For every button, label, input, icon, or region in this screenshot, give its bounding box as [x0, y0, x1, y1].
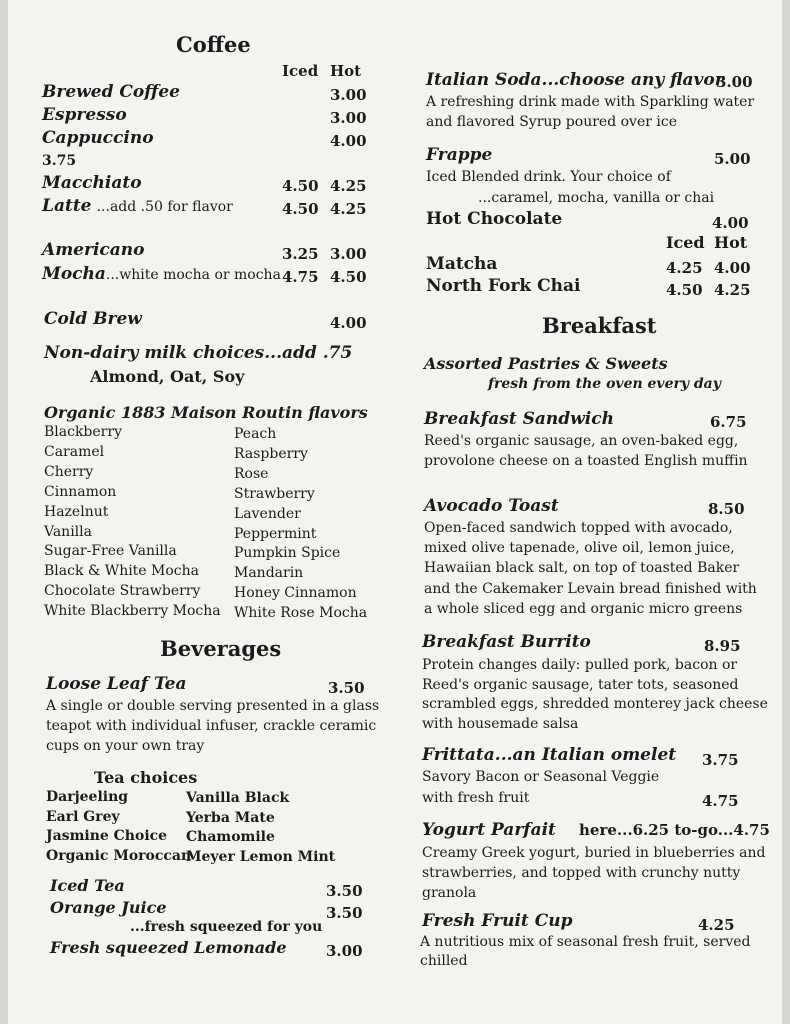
parfait-name: Yogurt Parfait — [422, 820, 556, 840]
flavor-item: Hazelnut — [44, 503, 109, 520]
flavor-item: Honey Cinnamon — [234, 585, 357, 602]
fruit-cup-desc: A nutritious mix of seasonal fresh fruit, served chilled — [420, 934, 751, 969]
frittata-price-1: 3.75 — [702, 751, 739, 769]
fruit-cup-price: 4.25 — [698, 916, 735, 934]
brewed-coffee-hot: 3.00 — [330, 86, 367, 104]
tea-right-list — [186, 789, 335, 867]
mocha-hot: 4.50 — [330, 268, 367, 286]
right-col-hot-label: Hot — [714, 233, 748, 252]
burrito-price: 8.95 — [704, 637, 741, 655]
burrito-desc: Protein changes daily: pulled pork, bacon or Reed's organic sausage, tater tots, seasoned scrambled eggs, shredded monterey jack cheese with housemade salsa — [422, 657, 768, 732]
frappe-price: 5.00 — [714, 150, 751, 168]
orange-juice-price: 3.50 — [326, 904, 363, 922]
burrito-name: Breakfast Burrito — [422, 632, 591, 652]
americano-hot: 3.00 — [330, 245, 367, 263]
chai-hot: 4.25 — [714, 281, 751, 299]
pastries-name: Assorted Pastries & Sweets — [424, 354, 668, 373]
pastries-note: fresh from the oven every day — [488, 376, 721, 392]
italian-soda-name: Italian Soda...choose any flavor — [426, 70, 724, 90]
matcha-iced: 4.25 — [666, 259, 703, 277]
latte-row — [42, 196, 233, 216]
flavor-item: Lavender — [234, 505, 301, 522]
tea-item: Vanilla Black — [186, 790, 290, 806]
orange-juice-name: Orange Juice — [50, 898, 167, 917]
mocha-note: ...white mocha or mocha — [105, 267, 281, 283]
flavor-item: Vanilla — [44, 523, 92, 540]
col-hot-label: Hot — [330, 62, 362, 80]
frittata-price-2: 4.75 — [702, 792, 739, 810]
flavor-item: White Rose Mocha — [234, 605, 368, 622]
tea-item: Chamomile — [186, 829, 275, 846]
loose-leaf-desc: A single or double serving presented in a glass teapot with individual infuser, crackle ceramic cups on your own tray — [46, 698, 380, 754]
nondairy-list: Almond, Oat, Soy — [90, 367, 245, 386]
cold-brew-hot: 4.00 — [330, 314, 367, 332]
latte-note: ...add .50 for flavor — [96, 199, 233, 215]
espresso-hot: 3.00 — [330, 109, 367, 127]
iced-tea-name: Iced Tea — [50, 876, 125, 895]
tea-item: Earl Grey — [46, 808, 120, 825]
macchiato-hot: 4.25 — [330, 177, 367, 195]
americano-name: Americano — [42, 240, 145, 260]
matcha-name: Matcha — [426, 254, 498, 274]
tea-item: Darjeeling — [46, 789, 129, 805]
lemonade-name: Fresh squeezed Lemonade — [50, 938, 287, 957]
flavor-item: Peppermint — [234, 525, 317, 542]
flavor-item: Chocolate Strawberry — [44, 583, 201, 600]
cold-brew-name: Cold Brew — [44, 309, 142, 329]
hot-chocolate-name: Hot Chocolate — [426, 209, 563, 229]
flavor-item: Cherry — [44, 463, 94, 480]
chai-iced: 4.50 — [666, 281, 703, 299]
menu-page — [8, 0, 782, 1024]
avocado-price: 8.50 — [708, 500, 745, 518]
latte-hot: 4.25 — [330, 200, 367, 218]
chai-name: North Fork Chai — [426, 276, 581, 296]
cappuccino-hot: 4.00 — [330, 132, 367, 150]
italian-soda-desc: A refreshing drink made with Sparkling water and flavored Syrup poured over ice — [426, 94, 755, 130]
flavor-item: Pumpkin Spice — [234, 545, 341, 562]
lemonade-price: 3.00 — [326, 942, 363, 960]
matcha-hot: 4.00 — [714, 259, 751, 277]
iced-tea-price: 3.50 — [326, 882, 363, 900]
flavors-left-list — [44, 423, 221, 622]
parfait-prices: here...6.25 to-go...4.75 — [579, 821, 770, 839]
americano-iced: 3.25 — [282, 245, 319, 263]
sandwich-price: 6.75 — [710, 413, 747, 431]
cappuccino-name: Cappuccino — [42, 128, 154, 148]
sandwich-name: Breakfast Sandwich — [424, 409, 614, 429]
flavor-item: Mandarin — [234, 565, 304, 582]
mocha-name: Mocha — [42, 264, 106, 284]
macchiato-name: Macchiato — [42, 173, 142, 193]
avocado-desc: Open-faced sandwich topped with avocado, mixed olive tapenade, olive oil, lemon juice, Hawaiian black salt, on top of toasted Baker and the Cakemaker Levain bread finished with a whole sliced egg and organic micro greens — [424, 520, 757, 617]
coffee-heading: Coffee — [176, 32, 251, 57]
frittata-desc: Savory Bacon or Seasonal Veggie with fresh fruit — [422, 769, 660, 806]
flavor-item: Sugar-Free Vanilla — [44, 543, 177, 560]
right-col-iced-label: Iced — [666, 233, 705, 252]
flavor-item: Peach — [234, 426, 277, 442]
nondairy-title: Non-dairy milk choices...add .75 — [44, 343, 353, 363]
flavor-item: Caramel — [44, 443, 105, 460]
flavor-item: Strawberry — [234, 485, 315, 502]
frappe-desc: Iced Blended drink. Your choice of ...caramel, mocha, vanilla or chai — [426, 169, 715, 206]
col-iced-label: Iced — [282, 62, 319, 80]
tea-item: Organic Moroccan — [46, 847, 192, 864]
stray-price: 3.75 — [42, 153, 77, 169]
flavors-title: Organic 1883 Maison Routin flavors — [44, 403, 368, 422]
frappe-name: Frappe — [426, 145, 493, 165]
flavor-item: Raspberry — [234, 445, 308, 462]
flavor-item: Cinnamon — [44, 483, 117, 500]
tea-left-list — [46, 788, 191, 866]
flavor-item: Blackberry — [44, 424, 122, 440]
tea-item: Meyer Lemon Mint — [186, 848, 336, 865]
brewed-coffee-name: Brewed Coffee — [42, 82, 180, 102]
loose-leaf-name: Loose Leaf Tea — [46, 674, 187, 694]
italian-soda-price: 3.00 — [716, 73, 753, 91]
flavor-item: Rose — [234, 465, 269, 482]
flavor-item: White Blackberry Mocha — [44, 603, 221, 620]
macchiato-iced: 4.50 — [282, 177, 319, 195]
mocha-row — [42, 264, 281, 284]
frittata-name: Frittata...an Italian omelet — [422, 745, 677, 765]
tea-item: Yerba Mate — [186, 809, 275, 826]
orange-juice-note: ...fresh squeezed for you — [130, 919, 323, 935]
avocado-name: Avocado Toast — [424, 496, 559, 516]
fruit-cup-name: Fresh Fruit Cup — [422, 911, 573, 931]
sandwich-desc: Reed's organic sausage, an oven-baked egg, provolone cheese on a toasted English muffin — [424, 433, 748, 469]
parfait-row — [422, 820, 770, 840]
tea-item: Jasmine Choice — [46, 828, 168, 845]
breakfast-heading: Breakfast — [542, 313, 657, 338]
latte-name: Latte — [42, 196, 92, 216]
flavors-right-list — [234, 425, 367, 624]
parfait-desc: Creamy Greek yogurt, buried in blueberries and strawberries, and topped with crunchy nutty granola — [422, 845, 766, 901]
hot-chocolate-price: 4.00 — [712, 214, 749, 232]
flavor-item: Black & White Mocha — [44, 563, 200, 580]
latte-iced: 4.50 — [282, 200, 319, 218]
mocha-iced: 4.75 — [282, 268, 319, 286]
tea-choices-title: Tea choices — [94, 768, 198, 787]
loose-leaf-price: 3.50 — [328, 679, 365, 697]
espresso-name: Espresso — [42, 105, 127, 125]
beverages-heading: Beverages — [160, 636, 282, 661]
